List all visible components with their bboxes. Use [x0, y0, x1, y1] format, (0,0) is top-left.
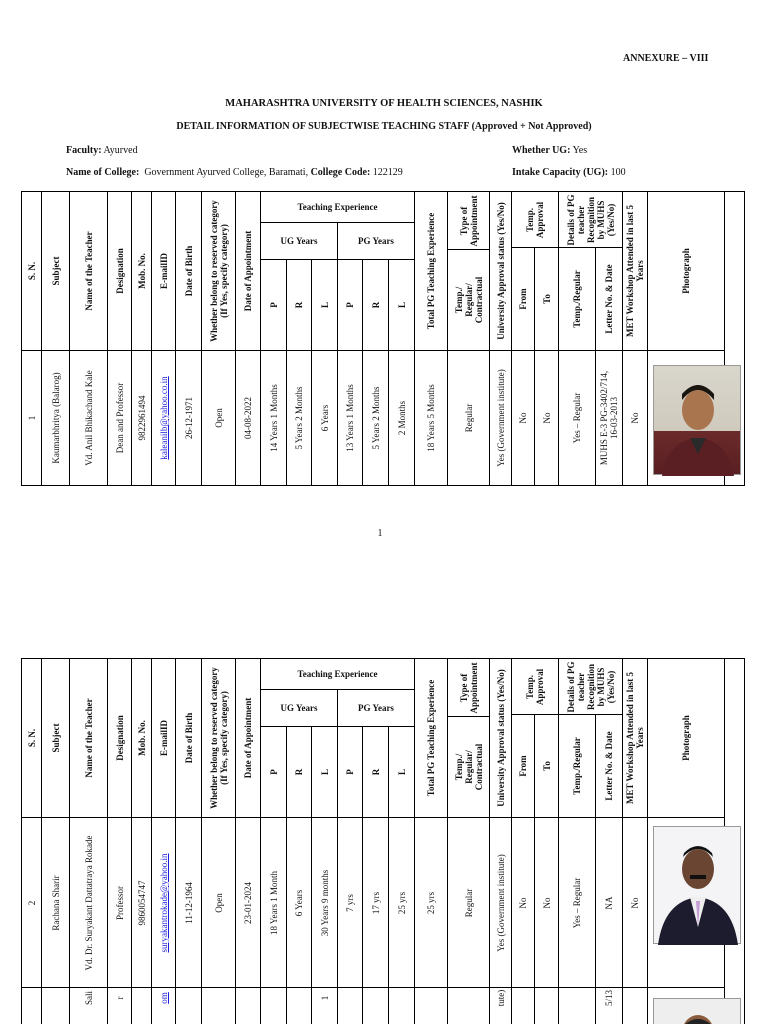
row-1-letter — [596, 351, 623, 486]
header-doa-text: Date of Appointment — [243, 697, 253, 779]
row-2-doa-text: 23-01-2024 — [243, 881, 253, 924]
row-1-subject-text: Kaumarbhritya (Balarog) — [50, 372, 61, 464]
header-email — [152, 192, 176, 351]
header-letter-no-text: Letter No. & Date — [604, 731, 614, 801]
row-3-pg-r — [363, 988, 389, 1024]
row-2-met — [623, 818, 648, 988]
header-temp-reg2 — [559, 715, 596, 818]
row-1-pg-l — [389, 351, 415, 486]
header-dob — [176, 659, 202, 818]
row-1-type — [448, 351, 490, 486]
row-2-name — [70, 818, 108, 988]
row-3-univ — [490, 988, 512, 1024]
row-2-mob — [132, 818, 152, 988]
row-2-to-text: No — [541, 897, 552, 908]
row-3-univ-text: tute) — [495, 989, 506, 1007]
row-3-to — [535, 988, 559, 1024]
header-sn-text: S. N. — [26, 261, 37, 281]
header-exp-p-ug-text: P — [268, 302, 279, 308]
row-1-sn — [22, 351, 42, 486]
header-exp-l-pg-text: L — [396, 301, 407, 309]
row-3-letter-text: 5/13 — [604, 989, 614, 1007]
header-ug-years-text: UG Years — [280, 703, 318, 713]
faculty-value: Ayurved — [103, 145, 138, 156]
intake-line — [512, 167, 626, 178]
header-temp-reg2-text: Temp./Regular — [572, 737, 582, 795]
header-to — [535, 715, 559, 818]
row-2-letter — [596, 818, 623, 988]
header-temp-approval — [512, 659, 559, 715]
header-from — [512, 248, 535, 351]
header-details-pg-text: Details of PG teacher Recognition by MUHS (Yes/No) — [565, 194, 616, 245]
header-exp-p-pg — [338, 260, 363, 351]
row-3-type — [448, 988, 490, 1024]
row-3-email-text: om — [158, 992, 169, 1004]
header-photograph — [648, 659, 725, 818]
row-1-temp-reg — [559, 351, 596, 486]
header-email — [152, 659, 176, 818]
row-1-reserved — [202, 351, 236, 486]
row-3-dob — [176, 988, 202, 1024]
header-univ-approval-text: University Approval status (Yes/No) — [495, 669, 506, 807]
row-2-reserved-text: Open — [213, 892, 224, 913]
header-met-text: MET Workshop Attended in last 5 Years — [625, 672, 645, 804]
row-1-subject — [42, 351, 70, 486]
header-teaching-exp-text: Teaching Experience — [297, 669, 378, 679]
row-2-ug-r — [287, 818, 312, 988]
row-2-pg-r-text: 17 yrs — [370, 891, 381, 914]
header-subject — [42, 659, 70, 818]
row-2-from-text: No — [518, 897, 528, 908]
header-ug-years — [261, 690, 338, 727]
header-pg-years — [338, 223, 415, 260]
header-univ-approval — [490, 192, 512, 351]
header-reserved — [202, 192, 236, 351]
row-1-pg-p — [338, 351, 363, 486]
row-3-designation — [108, 988, 132, 1024]
header-temp-regular-text: Temp./ Regular/ Contractual — [453, 743, 484, 791]
row-2-letter-text: NA — [604, 896, 614, 909]
row-2-ug-l — [312, 818, 338, 988]
header-details-pg — [559, 192, 623, 248]
header-met — [623, 192, 648, 351]
university-title: MAHARASHTRA UNIVERSITY OF HEALTH SCIENCES, NASHIK — [225, 98, 543, 109]
header-ug-years — [261, 223, 338, 260]
college-value: Government Ayurved College, Baramati, — [144, 167, 309, 178]
code-value: 122129 — [372, 167, 403, 178]
row-2-mob-text: 9860054747 — [136, 880, 147, 925]
header-total-pg — [415, 192, 448, 351]
header-exp-p-pg — [338, 727, 363, 818]
row-2-photo — [648, 818, 725, 988]
row-1-to — [535, 351, 559, 486]
row-2-ug-p — [261, 818, 287, 988]
header-teaching-exp — [261, 659, 415, 690]
header-exp-r-pg-text: R — [370, 768, 381, 776]
row-1-total-pg — [415, 351, 448, 486]
header-type-appt — [448, 192, 490, 250]
row-1-dob — [176, 351, 202, 486]
row-3-letter — [596, 988, 623, 1024]
row-1-type-text: Regular — [463, 403, 474, 433]
header-to-text: To — [541, 294, 552, 304]
staff-table-1 — [21, 191, 745, 486]
header-teaching-exp-text: Teaching Experience — [297, 202, 378, 212]
header-exp-p-pg-text: P — [345, 769, 355, 775]
header-univ-approval — [490, 659, 512, 818]
row-2-subject — [42, 818, 70, 988]
header-doa-text: Date of Appointment — [243, 230, 253, 312]
row-3-pg-p — [338, 988, 363, 1024]
teacher-photograph — [653, 365, 741, 475]
header-name — [70, 192, 108, 351]
header-dob-text: Date of Birth — [183, 245, 194, 297]
header-email-text: E-mailID — [158, 720, 169, 756]
row-2-sn — [22, 818, 42, 988]
intake-value: 100 — [610, 167, 626, 178]
header-to-text: To — [541, 761, 552, 771]
header-type-appt — [448, 659, 490, 717]
header-exp-p-ug-text: P — [268, 769, 279, 775]
header-total-pg — [415, 659, 448, 818]
row-2-pg-r — [363, 818, 389, 988]
row-2-pg-p — [338, 818, 363, 988]
header-sn — [22, 659, 42, 818]
header-subject-text: Subject — [50, 256, 61, 286]
row-2-pg-p-text: 7 yrs — [345, 893, 355, 912]
row-1-name-text: Vd. Anil Bhikachand Kale — [83, 370, 94, 466]
header-exp-r-ug — [287, 260, 312, 351]
header-subject-text: Subject — [50, 723, 61, 753]
header-from-text: From — [518, 755, 528, 777]
header-temp-approval-text: Temp. Approval — [525, 668, 545, 705]
header-designation-text: Designation — [114, 715, 125, 761]
header-mob-text: Mob. No. — [136, 253, 147, 289]
row-1-met-text: No — [630, 412, 640, 424]
header-exp-r-pg-text: R — [370, 301, 381, 309]
header-temp-regular — [448, 717, 490, 818]
row-2-ug-l-text: 30 Years 9 months — [319, 869, 330, 936]
row-1-name — [70, 351, 108, 486]
row-1-doa-text: 04-08-2022 — [243, 397, 253, 439]
header-designation — [108, 659, 132, 818]
header-exp-p-ug — [261, 260, 287, 351]
header-met — [623, 659, 648, 818]
ug-label: Whether UG: — [512, 145, 571, 156]
header-sn-text: S. N. — [26, 728, 37, 748]
header-exp-l-ug — [312, 260, 338, 351]
row-1-pg-p-text: 13 Years 1 Months — [345, 384, 355, 452]
header-letter-no — [596, 248, 623, 351]
row-2-pg-l-text: 25 yrs — [396, 891, 407, 914]
header-from-text: From — [518, 288, 528, 310]
row-3-total-pg — [415, 988, 448, 1024]
row-3-photo — [648, 988, 725, 1024]
header-details-pg — [559, 659, 623, 715]
header-pg-years-text: PG Years — [358, 236, 394, 246]
header-exp-l-ug-text: L — [319, 768, 330, 776]
header-exp-l-ug-text: L — [319, 301, 330, 309]
row-2-name-text: Vd. Dr. Suryakant Dattatraya Rokade — [83, 835, 94, 970]
row-2-ug-r-text: 6 Years — [294, 889, 304, 916]
row-3-sn — [22, 988, 42, 1024]
row-1-to-text: No — [541, 412, 552, 424]
staff-table-2 — [21, 658, 745, 1024]
header-name — [70, 659, 108, 818]
row-2-pg-l — [389, 818, 415, 988]
row-1-sn-text: 1 — [26, 415, 37, 421]
row-2-univ — [490, 818, 512, 988]
row-3-name-text: Sali — [83, 990, 94, 1006]
row-2-from — [512, 818, 535, 988]
row-2-temp-reg — [559, 818, 596, 988]
header-exp-p-ug — [261, 727, 287, 818]
row-2-to — [535, 818, 559, 988]
header-total-pg-text: Total PG Teaching Experience — [426, 212, 436, 330]
row-1-met — [623, 351, 648, 486]
row-3-ug-l — [312, 988, 338, 1024]
code-label: College Code: — [310, 167, 371, 178]
header-exp-l-ug — [312, 727, 338, 818]
row-3-mob — [132, 988, 152, 1024]
row-1-designation — [108, 351, 132, 486]
header-dob-text: Date of Birth — [183, 712, 194, 764]
header-pg-years — [338, 690, 415, 727]
header-email-text: E-mailID — [158, 253, 169, 289]
header-photograph-text: Photograph — [681, 248, 691, 294]
row-2-temp-reg-text: Yes – Regular — [572, 877, 582, 928]
row-3-from — [512, 988, 535, 1024]
row-2-email-text[interactable]: suryakantrokade@yahoo.in — [158, 852, 169, 953]
row-3-email — [152, 988, 176, 1024]
row-3-ug-l-text: 1 — [319, 995, 330, 1001]
header-exp-p-pg-text: P — [345, 302, 355, 308]
header-from — [512, 715, 535, 818]
row-1-photo — [648, 351, 725, 486]
row-2-dob-text: 11-12-1964 — [183, 881, 194, 924]
header-designation-text: Designation — [114, 248, 125, 294]
header-type-appt-text: Type of Appointment — [458, 661, 479, 714]
header-total-pg-text: Total PG Teaching Experience — [426, 679, 436, 797]
header-name-text: Name of the Teacher — [83, 231, 94, 311]
faculty-label: Faculty: — [66, 145, 102, 156]
row-3-subject — [42, 988, 70, 1024]
header-exp-r-pg — [363, 260, 389, 351]
header-temp-reg2-text: Temp./Regular — [572, 270, 582, 328]
header-reserved-text: Whether belong to reserved category (If Yes, specify category) — [208, 200, 229, 342]
row-2-dob — [176, 818, 202, 988]
header-subject — [42, 192, 70, 351]
header-details-pg-text: Details of PG teacher Recognition by MUHS (Yes/No) — [565, 661, 616, 712]
row-2-univ-text: Yes (Government institute) — [495, 853, 506, 952]
header-exp-l-pg-text: L — [396, 768, 407, 776]
row-1-ug-p — [261, 351, 287, 486]
row-1-designation-text: Dean and Professor — [114, 382, 125, 454]
header-dob — [176, 192, 202, 351]
row-1-univ — [490, 351, 512, 486]
row-3-designation-text: r — [114, 996, 125, 1000]
header-letter-no — [596, 715, 623, 818]
row-3-ug-p — [261, 988, 287, 1024]
header-temp-regular-text: Temp./ Regular/ Contractual — [453, 276, 484, 324]
teacher-photograph — [653, 826, 741, 944]
row-2-type — [448, 818, 490, 988]
row-3-met — [623, 988, 648, 1024]
row-1-pg-r-text: 5 Years 2 Months — [370, 386, 381, 450]
header-met-text: MET Workshop Attended in last 5 Years — [625, 205, 645, 337]
row-3-pg-l — [389, 988, 415, 1024]
row-1-from — [512, 351, 535, 486]
row-3-temp-reg — [559, 988, 596, 1024]
header-reserved — [202, 659, 236, 818]
header-exp-l-pg — [389, 260, 415, 351]
row-2-total-pg-text: 25 yrs — [426, 891, 436, 914]
header-exp-r-ug — [287, 727, 312, 818]
row-1-temp-reg-text: Yes – Regular — [572, 392, 582, 444]
header-mob-text: Mob. No. — [136, 720, 147, 756]
row-2-subject-text: Rachana Sharir — [50, 874, 61, 931]
row-2-sn-text: 2 — [26, 900, 37, 905]
header-exp-r-pg — [363, 727, 389, 818]
header-designation — [108, 192, 132, 351]
header-photograph-text: Photograph — [681, 715, 691, 761]
row-1-mob — [132, 351, 152, 486]
header-name-text: Name of the Teacher — [83, 698, 94, 778]
document-subtitle: DETAIL INFORMATION OF SUBJECTWISE TEACHING STAFF (Approved + Not Approved) — [176, 121, 592, 132]
teacher-photograph-partial — [653, 998, 741, 1024]
header-exp-r-ug-text: R — [294, 768, 304, 776]
college-line — [66, 167, 403, 178]
row-1-ug-l-text: 6 Years — [319, 404, 330, 432]
row-1-reserved-text: Open — [213, 408, 224, 428]
header-ug-years-text: UG Years — [280, 236, 318, 246]
header-pg-years-text: PG Years — [358, 703, 394, 713]
header-photograph — [648, 192, 725, 351]
faculty-line — [66, 145, 138, 156]
row-1-mob-text: 9822961494 — [136, 395, 147, 441]
row-1-ug-r-text: 5 Years 2 Months — [294, 386, 304, 450]
row-1-ug-p-text: 14 Years 1 Months — [268, 384, 279, 452]
row-1-ug-l — [312, 351, 338, 486]
row-2-met-text: No — [630, 897, 640, 908]
row-1-letter-text: MUHS E-3 PG-3402/714, 16-03-2013 — [599, 370, 619, 466]
college-label: Name of College: — [66, 167, 140, 178]
ug-line — [512, 145, 587, 156]
header-sn — [22, 192, 42, 351]
header-doa — [236, 192, 261, 351]
row-1-pg-r — [363, 351, 389, 486]
header-temp-approval-text: Temp. Approval — [525, 201, 545, 238]
row-3-ug-r — [287, 988, 312, 1024]
header-letter-no-text: Letter No. & Date — [604, 264, 614, 334]
row-1-from-text: No — [518, 412, 528, 424]
row-1-ug-r — [287, 351, 312, 486]
header-reserved-text: Whether belong to reserved category (If Yes, specify category) — [208, 667, 229, 809]
header-univ-approval-text: University Approval status (Yes/No) — [495, 202, 506, 340]
row-3-doa — [236, 988, 261, 1024]
ug-value: Yes — [572, 145, 588, 156]
row-2-reserved — [202, 818, 236, 988]
row-2-designation — [108, 818, 132, 988]
header-type-appt-text: Type of Appointment — [458, 194, 479, 247]
row-3-name — [70, 988, 108, 1024]
page-number: 1 — [377, 528, 383, 539]
header-teaching-exp — [261, 192, 415, 223]
row-2-type-text: Regular — [463, 888, 474, 917]
row-1-email — [152, 351, 176, 486]
header-mob — [132, 192, 152, 351]
row-2-email — [152, 818, 176, 988]
header-exp-l-pg — [389, 727, 415, 818]
row-1-doa — [236, 351, 261, 486]
header-mob — [132, 659, 152, 818]
row-1-univ-text: Yes (Government institute) — [495, 369, 506, 467]
row-2-total-pg — [415, 818, 448, 988]
annexure-label: ANNEXURE – VIII — [623, 53, 709, 64]
row-1-total-pg-text: 18 Years 5 Months — [426, 384, 436, 452]
row-1-email-text[interactable]: kaleanilb@yahoo.co.in — [158, 376, 169, 460]
header-exp-r-ug-text: R — [294, 301, 304, 309]
header-temp-approval — [512, 192, 559, 248]
row-3-reserved — [202, 988, 236, 1024]
header-doa — [236, 659, 261, 818]
row-1-pg-l-text: 2 Months — [396, 400, 407, 436]
header-to — [535, 248, 559, 351]
intake-label: Intake Capacity (UG): — [512, 167, 609, 178]
row-1-dob-text: 26-12-1971 — [183, 397, 194, 439]
row-2-doa — [236, 818, 261, 988]
header-temp-reg2 — [559, 248, 596, 351]
header-temp-regular — [448, 250, 490, 351]
row-2-ug-p-text: 18 Years 1 Month — [268, 870, 279, 935]
row-2-designation-text: Professor — [114, 885, 125, 920]
